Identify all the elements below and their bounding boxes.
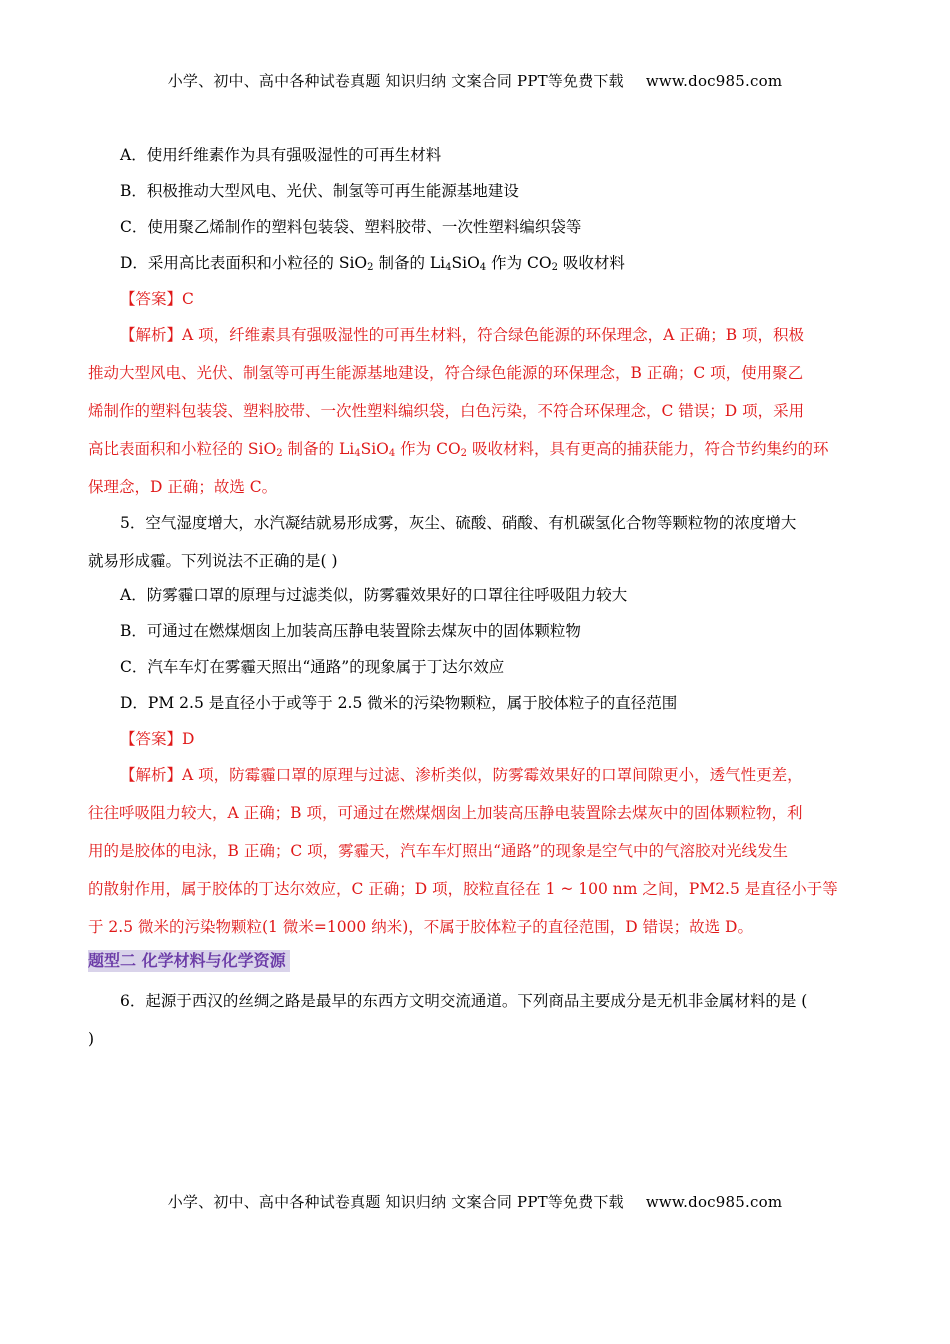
q5-explanation-line3: 用的是胶体的电泳，B 正确；C 项，雾霾天，汽车车灯照出“通路”的现象是空气中的气溶胶对光线发生 <box>88 842 788 860</box>
q4-option-d-part3: SiO <box>451 254 480 272</box>
q4-explanation-line5: 保理念，D 正确；故选 C。 <box>88 478 278 496</box>
q5-answer: 【答案】D <box>120 730 195 748</box>
q4-option-b: B．积极推动大型风电、光伏、制氢等可再生能源基地建设 <box>120 182 519 200</box>
q4-explanation-line4 <box>88 438 868 460</box>
q5-option-b: B．可通过在燃煤烟囱上加装高压静电装置除去煤灰中的固体颗粒物 <box>120 622 581 640</box>
q4-expl4-part2: 制备的 Li <box>282 440 355 458</box>
q5-option-c: C．汽车车灯在雾霾天照出“通路”的现象属于丁达尔效应 <box>120 658 505 676</box>
q4-option-c: C．使用聚乙烯制作的塑料包装袋、塑料胶带、一次性塑料编织袋等 <box>120 218 582 236</box>
q5-stem-line1: 5．空气湿度增大，水汽凝结就易形成雾，灰尘、硫酸、硝酸、有机碳氢化合物等颗粒物的浓度增大 <box>120 514 797 532</box>
q4-option-d <box>120 252 900 274</box>
q4-option-a: A．使用纤维素作为具有强吸湿性的可再生材料 <box>120 146 442 164</box>
q5-explanation-line5: 于 2.5 微米的污染物颗粒(1 微米=1000 纳米)，不属于胶体粒子的直径范围，D 错误；故选 D。 <box>88 918 753 936</box>
q4-option-d-sub3: 4 <box>479 262 487 273</box>
q4-explanation-line1: 【解析】A 项，纤维素具有强吸湿性的可再生材料，符合绿色能源的环保理念，A 正确；B 项，积极 <box>120 326 805 344</box>
q4-expl4-sub3: 4 <box>388 448 396 459</box>
q4-expl4-sub4: 2 <box>460 448 468 459</box>
q5-option-a: A．防雾霾口罩的原理与过滤类似，防雾霾效果好的口罩往往呼吸阻力较大 <box>120 586 628 604</box>
q6-stem-line1: 6．起源于西汉的丝绸之路是最早的东西方文明交流通道。下列商品主要成分是无机非金属材料的是 ( <box>120 992 808 1010</box>
q5-explanation-line4: 的散射作用，属于胶体的丁达尔效应，C 正确；D 项，胶粒直径在 1 ~ 100 nm 之间，PM2.5 是直径小于等 <box>88 880 838 898</box>
q4-option-d-sub4: 2 <box>551 262 558 273</box>
q4-expl4-part3: SiO <box>360 440 389 458</box>
q4-expl4-sub1: 2 <box>276 448 283 459</box>
q5-stem-line2: 就易形成霾。下列说法不正确的是( ) <box>88 552 338 570</box>
q4-option-d-part4: 作为 CO <box>486 254 552 272</box>
q6-stem-line2: ) <box>88 1030 95 1048</box>
q4-option-d-sub1: 2 <box>367 262 374 273</box>
q4-explanation-line3: 烯制作的塑料包装袋、塑料胶带、一次性塑料编织袋，白色污染，不符合环保理念，C 错误；D 项，采用 <box>88 402 805 420</box>
q4-expl4-part1: 高比表面积和小粒径的 SiO <box>88 440 277 458</box>
q5-explanation-line1: 【解析】A 项，防霉霾口罩的原理与过滤、渗析类似，防雾霉效果好的口罩间隙更小，透气性更差， <box>120 766 803 784</box>
footer-text: 小学、初中、高中各种试卷真题 知识归纳 文案合同 PPT等免费下载 <box>167 1193 624 1211</box>
header-text: 小学、初中、高中各种试卷真题 知识归纳 文案合同 PPT等免费下载 <box>167 72 624 90</box>
q4-expl4-part4: 作为 CO <box>395 440 461 458</box>
q4-expl4-part5: 吸收材料，具有更高的捕获能力，符合节约集约的环 <box>467 440 829 458</box>
q4-option-d-sub2: 4 <box>445 262 452 273</box>
footer-site: www.doc985.com <box>645 1193 783 1211</box>
q4-expl4-sub2: 4 <box>354 448 361 459</box>
q5-option-d: D．PM 2.5 是直径小于或等于 2.5 微米的污染物颗粒，属于胶体粒子的直径范围 <box>120 694 678 712</box>
q4-answer: 【答案】C <box>120 290 194 308</box>
page-header <box>0 70 950 91</box>
header-site: www.doc985.com <box>645 72 783 90</box>
q4-option-d-part2: 制备的 Li <box>373 254 446 272</box>
section-title: 题型二 化学材料与化学资源 <box>88 950 290 972</box>
q4-option-d-part5: 吸收材料 <box>557 254 625 272</box>
q4-option-d-part1: D．采用高比表面积和小粒径的 SiO <box>120 254 368 272</box>
q4-explanation-line2: 推动大型风电、光伏、制氢等可再生能源基地建设，符合绿色能源的环保理念，B 正确；C 项，使用聚乙 <box>88 364 804 382</box>
page-footer <box>0 1191 950 1212</box>
q5-explanation-line2: 往往呼吸阻力较大，A 正确；B 项，可通过在燃煤烟囱上加装高压静电装置除去煤灰中的固体颗粒物，利 <box>88 804 803 822</box>
